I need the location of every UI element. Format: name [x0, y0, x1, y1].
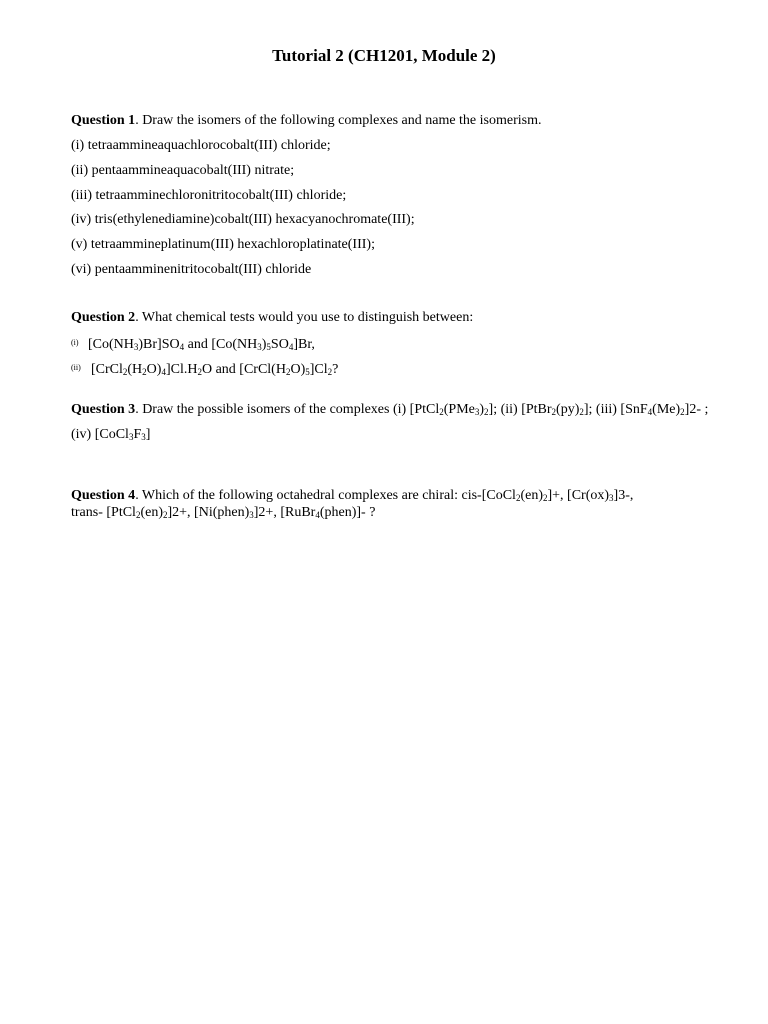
question-2-heading	[71, 309, 473, 327]
question-4-formulas: cis-$[CoCl_2(en)_2]+$, $[Cr(ox)_3]3-$,	[457, 488, 634, 503]
question-3-heading	[71, 401, 708, 419]
question-1-item-2: (ii) pentaammineaquacobalt(III) nitrate;	[71, 163, 295, 178]
question-2-item-2	[71, 359, 338, 379]
question-4-formulas-cont: trans- $[PtCl_2(en)_2]2+$, $[Ni(phen)_3]2+$, [RuBr$_4$(phen)]- ?	[71, 505, 376, 520]
question-2-label: Question 2	[71, 310, 136, 325]
question-1-item-3: (iii) tetraamminechloronitritocobalt(III) chloride;	[71, 188, 347, 203]
question-3-text: . Draw the possible isomers of the complexes	[135, 402, 390, 417]
page-title: Tutorial 2 (CH1201, Module 2)	[272, 46, 496, 65]
question-4-label: Question 4	[71, 488, 136, 503]
question-2-item-2-formula: $[CrCl_2(H_2O)_4]Cl.H_2O$ and $[CrCl(H_2O)_5]Cl_2$?	[91, 362, 339, 377]
question-1-item-5: (v) tetraammineplatinum(III) hexachloroplatinate(III);	[71, 237, 375, 252]
question-3-formulas-cont: (iv) $[CoCl_3F_3]$	[71, 427, 151, 442]
question-2-text: . What chemical tests would you use to distinguish between:	[135, 310, 474, 325]
question-2-item-1-marker: (i)	[71, 338, 79, 347]
question-1-text: . Draw the isomers of the following complexes and name the isomerism.	[135, 113, 542, 128]
question-1-item-1: (i) tetraamminеaquachlorocobalt(III) chloride;	[71, 138, 331, 153]
question-2-item-1-formula: $[Co(NH_3)Br]SO_4$ and $[Co(NH_3)_5SO_4]Br$,	[88, 337, 315, 352]
question-2-item-2-marker: (ii)	[71, 363, 81, 372]
question-4-heading	[71, 487, 633, 505]
question-3-formulas: (i) $[PtCl_2(PMe_3)_2]$; (ii) $[PtBr_2(py)_2]$; (iii) $[SnF_4(Me)_2]2-$ ;	[389, 402, 709, 417]
question-1-item-4: (iv) tris(ethylenediamine)cobalt(III) hexacyanochromate(III);	[71, 212, 415, 227]
question-1-heading	[71, 112, 541, 130]
question-2-item-1	[71, 334, 315, 354]
question-1-item-6: (vi) pentaamminenitritocobalt(III) chloride	[71, 262, 312, 277]
question-4-text: . Which of the following octahedral complexes are chiral:	[135, 488, 458, 503]
question-1-label: Question 1	[71, 113, 136, 128]
question-3-label: Question 3	[71, 402, 136, 417]
